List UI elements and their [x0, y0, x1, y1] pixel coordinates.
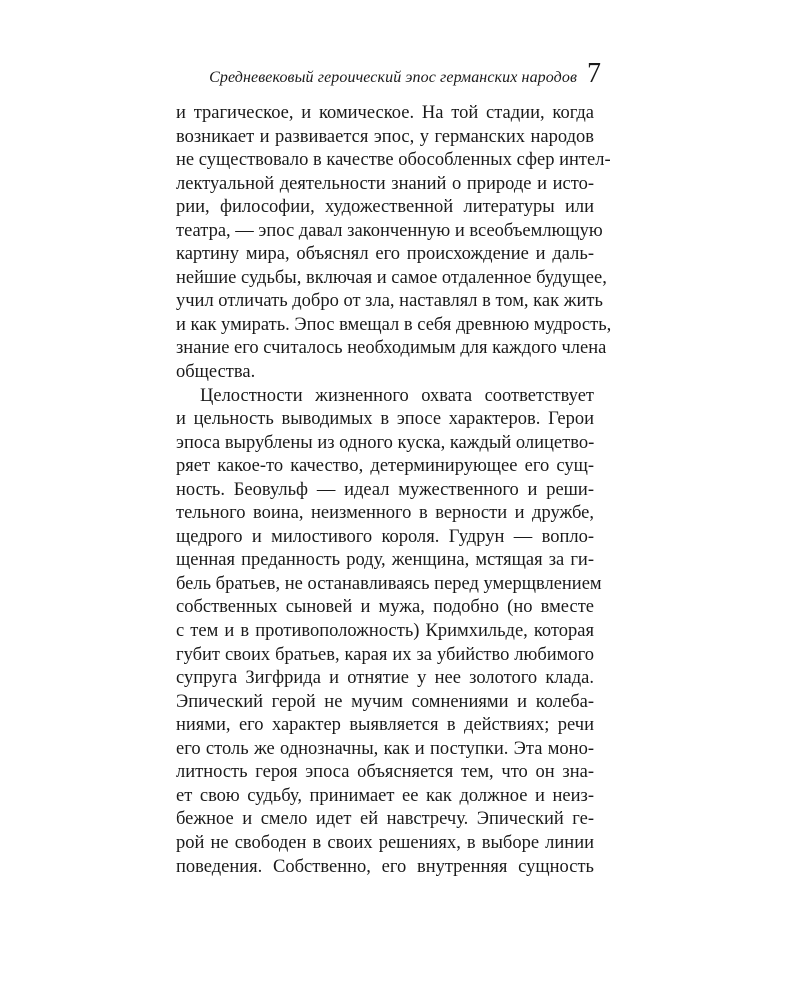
text-line: ет свою судьбу, принимает ее как должное и неиз- — [176, 785, 594, 806]
text-line: рой не свободен в своих решениях, в выборе линии — [176, 832, 594, 853]
text-line: его столь же однозначны, как и поступки. Эта моно- — [176, 738, 594, 759]
text-line: учил отличать добро от зла, наставлял в том, как жить — [176, 291, 603, 312]
page-number: 7 — [587, 58, 601, 89]
running-head — [176, 58, 601, 98]
text-line: и как умирать. Эпос вмещал в себя древнюю мудрость, — [176, 314, 612, 335]
text-line: возникает и развивается эпос, у германских народов — [176, 126, 594, 147]
text-line: ность. Беовульф — идеал мужественного и реши- — [176, 479, 594, 500]
text-line: ниями, его характер выявляется в действиях; речи — [176, 715, 594, 736]
text-line: Целостности жизненного охвата соответствует — [200, 385, 594, 406]
body-text — [176, 102, 612, 879]
text-line: губит своих братьев, карая их за убийство любимого — [176, 644, 594, 665]
paragraph — [176, 385, 602, 879]
text-line: собственных сыновей и мужа, подобно (но вместе — [176, 597, 594, 618]
text-line: общества. — [176, 362, 256, 383]
text-line: не существовало в качестве обособленных сфер интел- — [176, 150, 611, 171]
text-line: тельного воина, неизменного в верности и дружбе, — [176, 503, 594, 524]
paragraph — [176, 102, 612, 385]
text-line: бежное и смело идет ей навстречу. Эпический ге- — [176, 809, 594, 830]
text-line: бель братьев, не останавливаясь перед умерщвлением — [176, 573, 602, 594]
text-line: театра, — эпос давал законченную и всеобъемлющую — [176, 220, 603, 241]
text-line: знание его считалось необходимым для каждого члена — [176, 338, 607, 359]
text-line: картину мира, объяснял его происхождение и даль- — [176, 244, 594, 265]
text-line: рии, философии, художественной литературы или — [176, 197, 594, 218]
text-line: поведения. Собственно, его внутренняя сущность — [176, 856, 594, 877]
text-line: нейшие судьбы, включая и самое отдаленное будущее, — [176, 267, 607, 288]
text-line: литность героя эпоса объясняется тем, что он зна- — [176, 762, 594, 783]
running-title: Средневековый героический эпос германских народов — [209, 69, 577, 86]
text-line: и трагическое, и комическое. На той стадии, когда — [176, 103, 594, 123]
text-line: Эпический герой не мучим сомнениями и колеба- — [176, 691, 594, 712]
text-line: ряет какое-то качество, детерминирующее его сущ- — [176, 456, 594, 477]
text-line: и цельность выводимых в эпосе характеров. Герои — [176, 409, 594, 430]
text-line: с тем и в противоположность) Кримхильде, которая — [176, 621, 594, 642]
text-line: щенная преданность роду, женщина, мстящая за ги- — [176, 550, 594, 571]
text-line: эпоса вырублены из одного куска, каждый олицетво- — [176, 432, 595, 453]
text-line: щедрого и милостивого короля. Гудрун — вопло- — [176, 526, 594, 547]
text-line: лектуальной деятельности знаний о природе и исто- — [176, 173, 594, 194]
text-line: супруга Зигфрида и отнятие у нее золотого клада. — [176, 668, 594, 689]
